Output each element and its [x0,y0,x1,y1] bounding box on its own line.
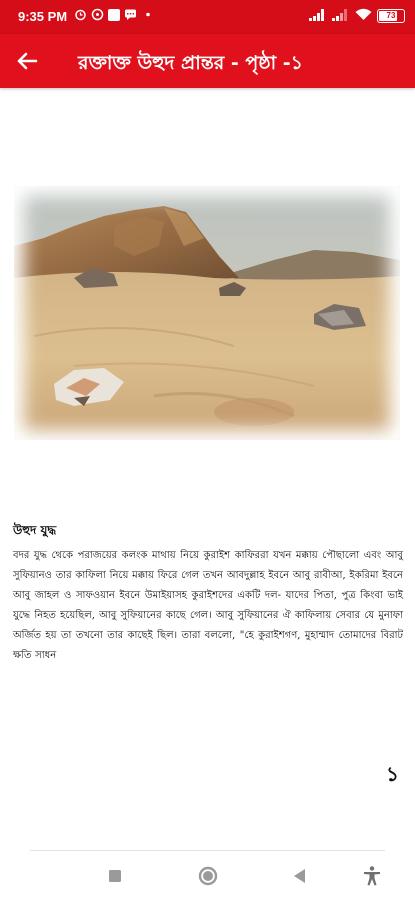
signal-icon-2 [332,9,350,24]
desert-landscape-image [14,186,400,440]
notification-icons [74,8,154,21]
chat-icon [124,8,137,21]
triangle-back-icon [289,865,311,887]
article-heading: উহুদ যুদ্ধ [13,523,57,537]
status-time: 9:35 PM [18,9,68,24]
nav-back-button[interactable] [289,865,311,887]
alarm-icon [74,8,87,21]
accessibility-icon [361,865,383,887]
messenger-icon [91,8,104,21]
battery-icon [377,9,405,23]
back-button[interactable] [12,46,42,76]
circle-icon [197,865,219,887]
page-number: ১ [386,762,399,786]
status-bar [0,0,415,34]
article-body: বদর যুদ্ধ থেকে পরাজয়ের কলংক মাথায় নিয়ে কুরাইশ কাফিররা যখন মক্কায় পৌছালো এবং আবু সুফিয়ানও তার কাফিলা নিয়ে মক্কায় ফিরে গেল তখন আবদুল্লাহ ইবনে আবু রাবীআ, ইকরিমা ইবনে আবু জাহল ও সাফওয়ান ইবনে উমাইয়াসহ কুরাইশদের একটি দল- যাদের পিতা, পুত্র কিংবা ভাই যুদ্ধে নিহত হয়েছিল, আবু সুফিয়ানের কাছে গেল। আবু সুফিয়ানের ঐ কাফিলায় সেবার যে মুনাফা অর্জিত হয় তা তখনো তার কাছেই ছিল। তারা বললো, "হে কুরাইশগণ, মুহাম্মাদ তোমাদের বিরাট ক্ষতি সাধন [13,550,403,661]
battery-level: 73 [386,11,396,20]
arrow-left-icon [12,46,42,76]
app-notification-icon [108,9,120,21]
square-icon [104,865,126,887]
system-nav-bar [0,851,415,900]
app-bar [0,34,415,88]
signal-icon [309,9,327,24]
wifi-icon [355,8,372,24]
page-title: রক্তাক্ত উহুদ প্রান্তর - পৃষ্ঠা -১ [78,52,303,74]
recents-button[interactable] [104,865,126,887]
accessibility-button[interactable] [361,865,383,887]
article [13,522,403,666]
system-icons [309,8,405,24]
home-button[interactable] [197,865,219,887]
more-dot-icon [141,8,154,21]
